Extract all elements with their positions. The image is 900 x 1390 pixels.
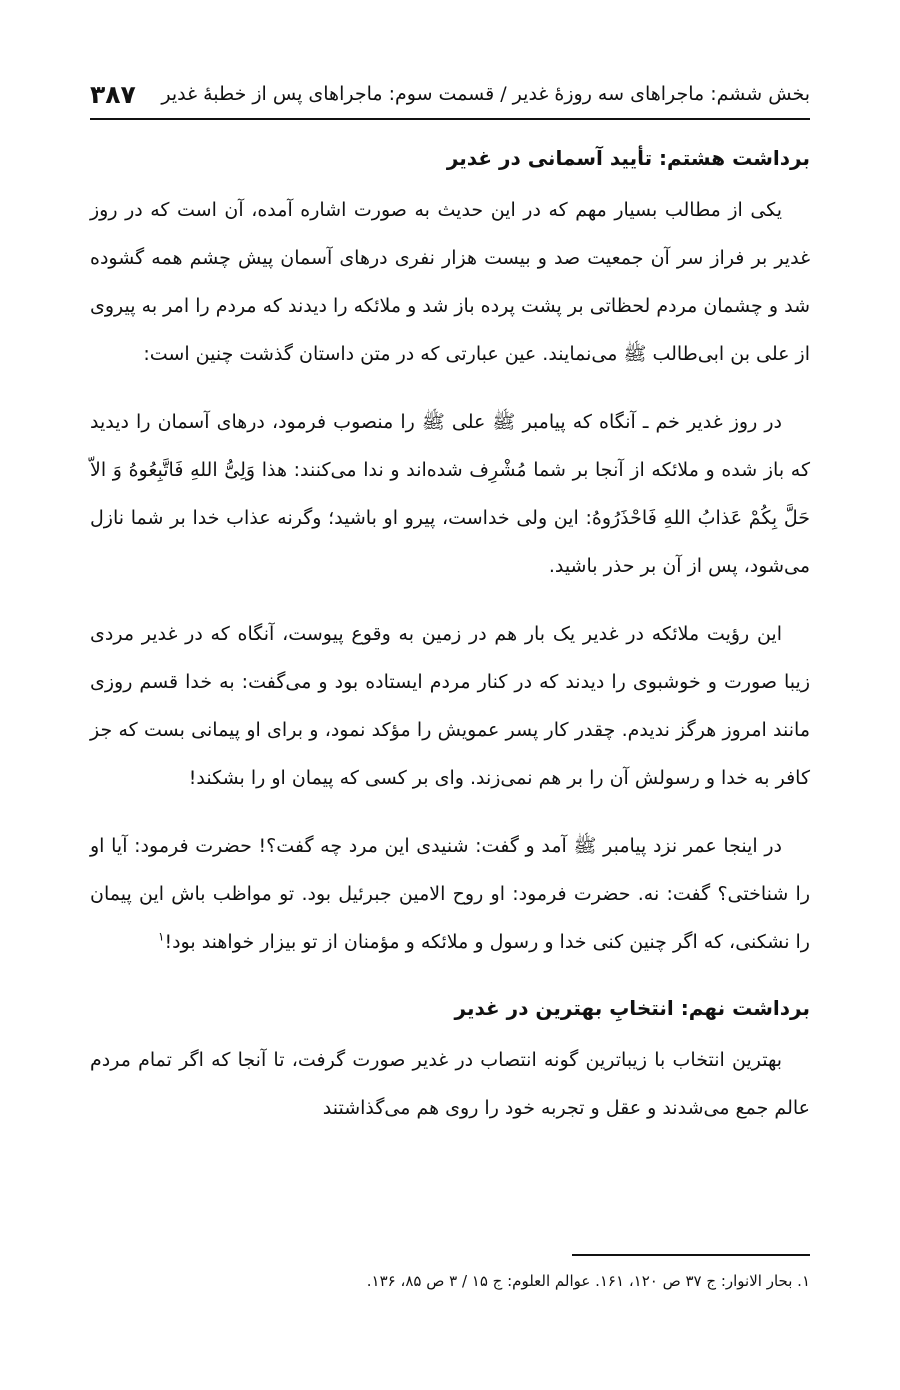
section-heading-9: برداشت نهم: انتخابِ بهترین در غدیر: [454, 996, 810, 1020]
footnote-rule: [572, 1254, 810, 1256]
footnote: ۱. بحار الانوار: ج ۳۷ ص ۱۲۰، ۱۶۱. عوالم العلوم: ج ۱۵ / ۳ ص ۸۵، ۱۳۶.: [366, 1272, 810, 1290]
footnote-marker: ۱: [158, 929, 165, 944]
page-number: ۳۸۷: [90, 79, 136, 109]
running-title: بخش ششم: ماجراهای سه روزۀ غدیر / قسمت سوم: ماجراهای پس از خطبۀ غدیر: [161, 83, 810, 105]
page-body: [90, 136, 810, 1152]
paragraph-with-footnote: [90, 822, 810, 966]
section-heading-8: برداشت هشتم: تأیید آسمانی در غدیر: [446, 146, 810, 170]
paragraph-text: در اینجا عمر نزد پیامبر ﷺ آمد و گفت: شنیدی این مرد چه گفت؟! حضرت فرمود: آیا او را شناختی؟ گفت: نه. حضرت فرمود: او روح الامین جبرئیل بود. تو مواظب باش این پیمان را نشکنی، که اگر چنین کنی خدا و رسول و ملائکه و مؤمنان از تو بیزار خواهند بود!: [90, 835, 810, 953]
page-header: [90, 70, 810, 118]
paragraph: در روز غدیر خم ـ آنگاه که پیامبر ﷺ علی ﷺ را منصوب فرمود، درهای آسمان را دیدید که باز شده و ملائکه از آنجا بر شما مُشْرِف شده‌اند و ندا می‌کنند: هذا وَلِیُّ اللهِ فَاتَّبِعُوهُ وَ الاّ حَلَّ بِکُمْ عَذابُ اللهِ فَاحْذَرُوهُ: این ولی خداست، پیرو او باشید؛ وگرنه عذاب خدا بر شما نازل می‌شود، پس از آن بر حذر باشید.: [90, 411, 810, 577]
paragraph: یکی از مطالب بسیار مهم که در این حدیث به صورت اشاره آمده، آن است که در روز غدیر بر فراز سر آن جمعیت صد و بیست هزار نفری درهای آسمان پیش چشم همه گشوده شد و چشمان مردم لحظاتی بر پشت پرده باز شد و ملائکه را دیدند که مردم را امر به پیروی از علی بن ابی‌طالب ﷺ می‌نمایند. عین عبارتی که در متن داستان گذشت چنین است:: [90, 199, 810, 365]
paragraph: بهترین انتخاب با زیباترین گونه انتصاب در غدیر صورت گرفت، تا آنجا که اگر تمام مردم عالم جمع می‌شدند و عقل و تجربه خود را روی هم می‌گذاشتند: [90, 1049, 810, 1119]
header-rule: [90, 118, 810, 120]
paragraph: این رؤیت ملائکه در غدیر یک بار هم در زمین به وقوع پیوست، آنگاه که در غدیر مردی زیبا صورت و خوشبوی را دیدند که در کنار مردم ایستاده بود و می‌گفت: به خدا قسم روزی مانند امروز هرگز ندیدم. چقدر کار پسر عمویش را مؤکد نمود، و برای او پیمانی بست که جز کافر به خدا و رسولش آن را بر هم نمی‌زند. وای بر کسی که پیمان او را بشکند!: [90, 623, 810, 789]
